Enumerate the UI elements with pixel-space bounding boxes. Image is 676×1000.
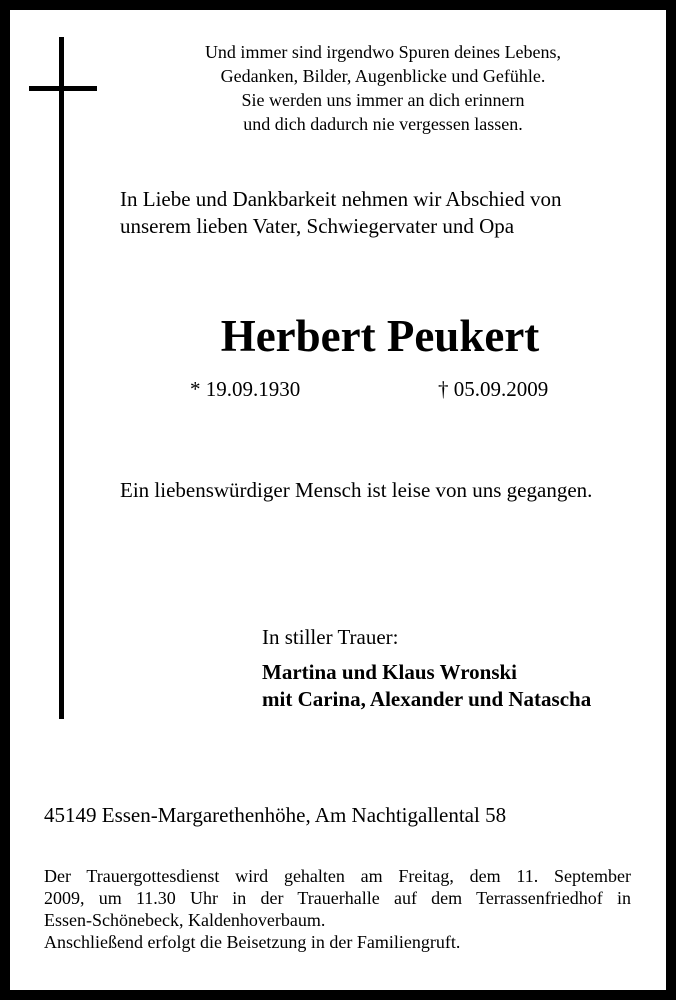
verse-line: Sie werden uns immer an dich erinnern <box>241 90 525 110</box>
funeral-service-info <box>44 865 631 953</box>
mourner-line: mit Carina, Alexander und Natascha <box>262 687 592 711</box>
verse-line: und dich dadurch nie vergessen lassen. <box>243 114 523 134</box>
service-line: Essen-Schönebeck, Kaldenhoverbaum. <box>44 910 326 930</box>
service-line: Der Trauergottesdienst wird gehalten am Freitag, dem 11. September <box>44 866 631 886</box>
death-date: † 05.09.2009 <box>438 377 549 401</box>
memorial-verse <box>120 40 646 136</box>
birth-date: * 19.09.1930 <box>190 377 301 401</box>
tribute-text: Ein liebenswürdiger Mensch ist leise von uns gegangen. <box>120 478 593 502</box>
service-line: Anschließend erfolgt die Beisetzung in der Familiengruft. <box>44 932 461 952</box>
service-line: 2009, um 11.30 Uhr in der Trauerhalle auf dem Terrassenfriedhof in <box>44 888 631 908</box>
farewell-intro <box>120 186 640 240</box>
mourners-list <box>262 659 591 713</box>
deceased-name: Herbert Peukert <box>220 311 540 361</box>
mourner-line: Martina und Klaus Wronski <box>262 660 518 684</box>
verse-line: Und immer sind irgendwo Spuren deines Lebens, <box>204 42 562 62</box>
mourning-label: In stiller Trauer: <box>262 625 399 649</box>
intro-line: In Liebe und Dankbarkeit nehmen wir Abschied von <box>120 187 562 211</box>
cross-icon <box>59 37 64 719</box>
intro-line: unserem lieben Vater, Schwiegervater und Opa <box>120 214 515 238</box>
cross-icon-bar <box>29 86 97 91</box>
family-address: 45149 Essen-Margarethenhöhe, Am Nachtigallental 58 <box>44 803 507 827</box>
verse-line: Gedanken, Bilder, Augenblicke und Gefühle. <box>220 66 546 86</box>
